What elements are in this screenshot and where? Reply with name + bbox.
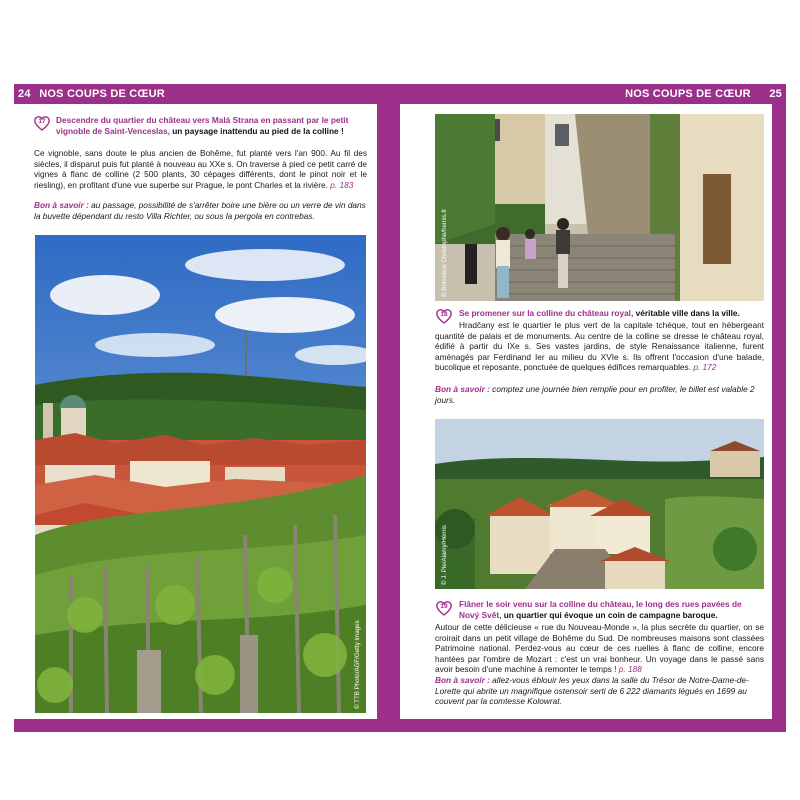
right-page-number: 25 (769, 88, 782, 100)
entry-title-highlight: Flâner le soir venu sur la colline du château, le long des rues pavées de Nový Svět, (459, 599, 742, 620)
heart-icon (436, 601, 452, 616)
entry-number: 19 (440, 603, 448, 610)
entry-body (34, 148, 367, 190)
entry-title-rest: véritable ville dans la ville. (633, 308, 740, 318)
good-to-know (435, 384, 764, 405)
left-page-section-title: NOS COUPS DE CŒUR (39, 88, 165, 100)
entry-body-text: Ce vignoble, sans doute le plus ancien de Bohême, fut planté vers l'an 900. Au fil des siècles, il disparut puis fut planté à nouveau au XXe s. On traverse à pied ce petit carré de vignes à flanc de colline (2 500 plants, 30 cépages différents, dont le pinot noir et le riesling), en profitant d'une vue superbe sur Prague, le pont Charles et la rivière. (34, 148, 367, 190)
right-page (400, 104, 772, 719)
entry-title (459, 599, 764, 620)
good-to-know-text: allez-vous éblouir les yeux dans la salle du Trésor de Notre-Dame-de-Lorette qui abrite un magnifique ostensoir serti de 6 222 diamants légués en 1699 au couvent par la comtesse Kolowrat. (435, 675, 749, 707)
left-page-number: 24 (18, 88, 31, 100)
left-page (14, 104, 377, 719)
good-to-know-text: au passage, possibilité de s'arrêter boire une bière ou un verre de vin dans la buvette dépendant du resto Villa Richter, ou sous la pergola en contrebas. (34, 200, 366, 221)
entry-title-highlight: Descendre du quartier du château vers Malá Strana en passant par le petit vignoble de Saint-Venceslas, (56, 115, 349, 136)
right-page-section-title: NOS COUPS DE CŒUR (625, 88, 751, 100)
good-to-know (34, 200, 367, 221)
good-to-know-label: Bon à savoir : (34, 200, 89, 210)
vineyard-prague-photo (35, 235, 366, 713)
good-to-know-label: Bon à savoir : (435, 675, 490, 685)
page-reference-link[interactable]: p. 188 (618, 664, 642, 675)
novy-svet-photo (435, 419, 764, 589)
entry-title-highlight: Se promener sur la colline du château royal, (459, 308, 634, 318)
entry-number: 17 (38, 118, 46, 125)
entry-body-text: Autour de cette délicieuse « rue du Nouveau-Monde », la plus secrète du quartier, on se croirait dans un petit village de Bohême du Sud. De nombreuses maisons sont classées Patrimoine national. Perdez-vous au cœur de ces ruelles à flanc de colline, encore hantées par l'ombre de Mozart : c'est un vrai bonheur. Un voyage dans le passé sans avoir besoin d'une machine à remonter le temps ! (435, 622, 764, 675)
good-to-know (435, 675, 764, 707)
photo-credit: © J. Pie/Alamy/Hémis (441, 525, 448, 585)
heart-icon (34, 116, 50, 131)
entry-number: 18 (440, 311, 448, 318)
entry-title (56, 115, 368, 136)
entry-title (459, 308, 764, 319)
page-reference-link[interactable]: p. 172 (693, 362, 717, 373)
book-spread (14, 84, 786, 732)
stairs-photo (435, 114, 764, 301)
entry-title-rest: un paysage inattendu au pied de la colline ! (169, 125, 344, 136)
good-to-know-label: Bon à savoir : (435, 384, 490, 394)
entry-body (435, 320, 764, 373)
left-page-header (18, 84, 165, 104)
photo-credit: © TTB Photo/AGF/Getty Images (354, 620, 361, 709)
photo-credit: © Boisvieux Christophe/hemis.fr (441, 208, 448, 297)
entry-title-rest: un quartier qui évoque un coin de campagne baroque. (501, 609, 718, 620)
right-page-header (625, 84, 782, 104)
page-reference-link[interactable]: p. 183 (330, 179, 354, 190)
entry-body (435, 622, 764, 675)
good-to-know-text: comptez une journée bien remplie pour en profiter, le billet est valable 2 jours. (435, 384, 755, 405)
entry-body-text: Hradčany est le quartier le plus vert de la capitale tchèque, tout en hébergeant quantité de palais et de monuments. Au centre de la colline se dresse le château royal, édifié à partir du IXe s. Ses vastes jardins, de style Renaissance italienne, furent aménagés par Ferdinand Ier au milieu du XVIe s. Ils offrent l'occasion d'une balade, bucolique et reposante, ponctuée de quelques édifices remarquables. (435, 320, 764, 373)
